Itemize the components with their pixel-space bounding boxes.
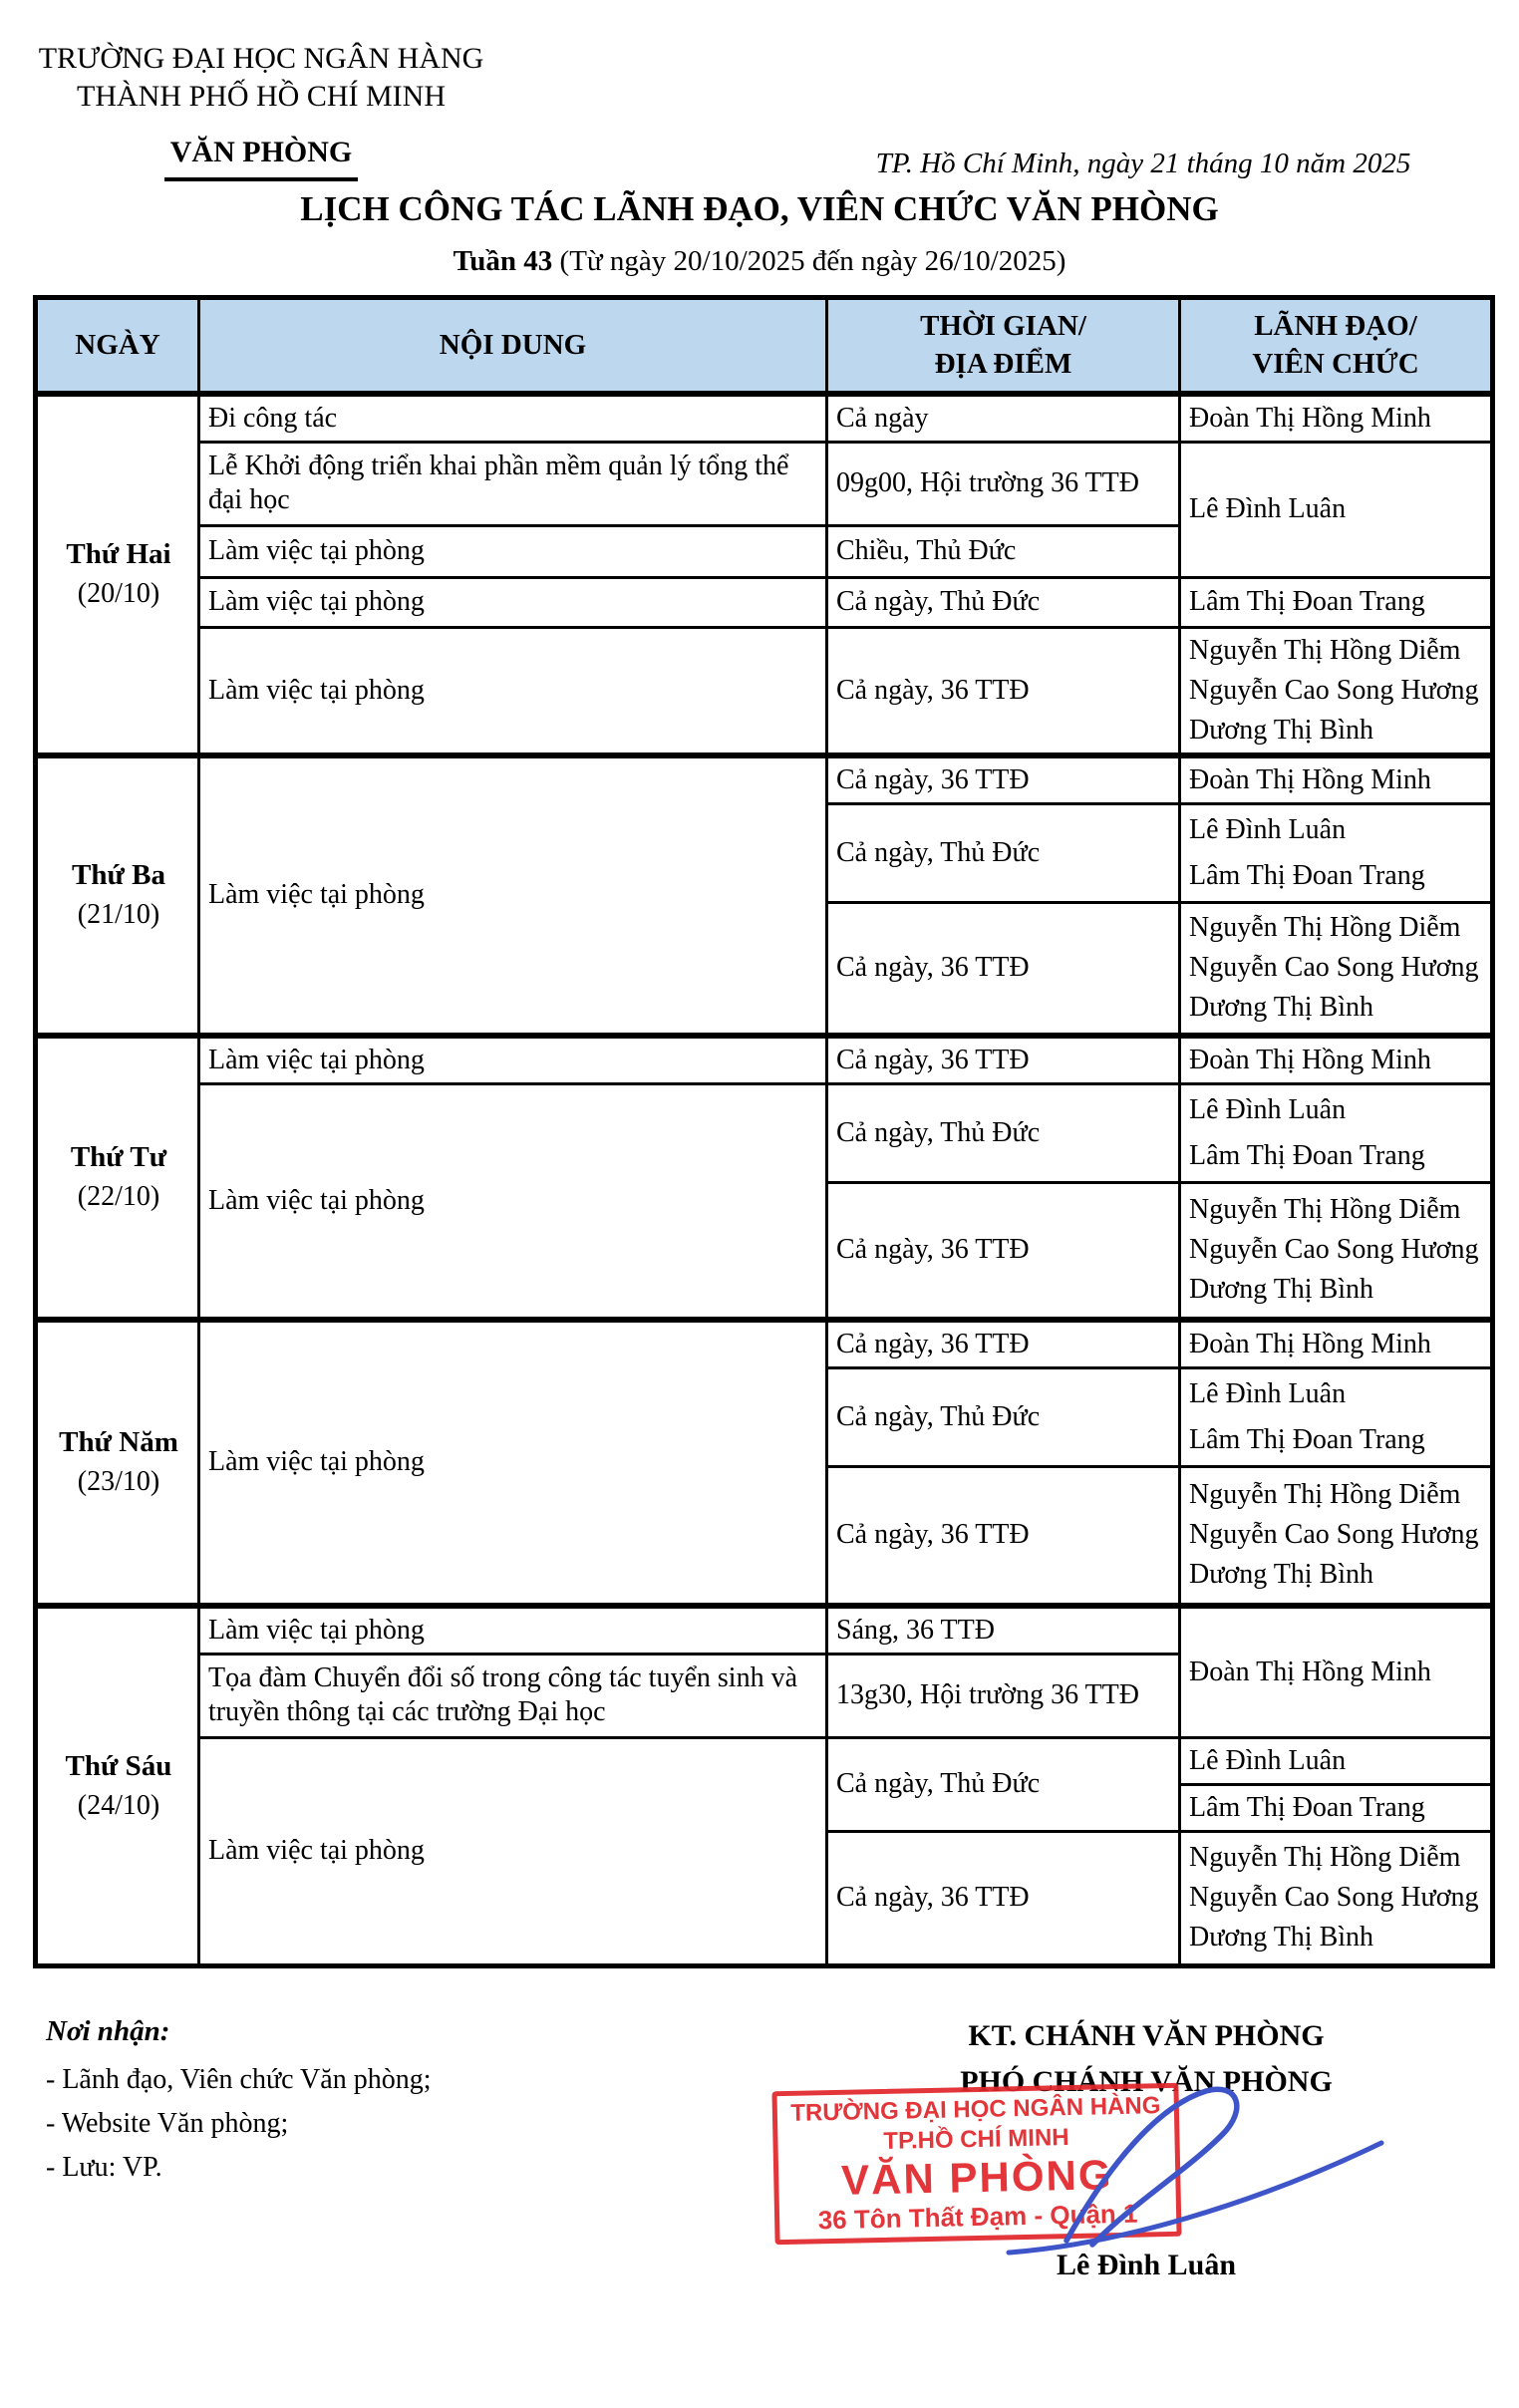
day-label-line: (22/10) — [77, 1181, 160, 1213]
cell-line: Đoàn Thị Hồng Minh — [1189, 402, 1431, 434]
document-title: LỊCH CÔNG TÁC LÃNH ĐẠO, VIÊN CHỨC VĂN PHÒNG — [300, 189, 1219, 228]
cell-line: Nguyễn Thị Hồng Diễm — [1189, 1479, 1461, 1511]
schedule-row — [36, 1084, 1493, 1183]
column-header-line: THỜI GIAN/ — [920, 310, 1086, 343]
schedule-row — [36, 1036, 1493, 1084]
content-cell: Làm việc tại phòng — [199, 577, 827, 627]
people-cell — [1180, 902, 1493, 1036]
cell-line: Lâm Thị Đoan Trang — [1189, 1140, 1425, 1171]
day-label-line: Thứ Tư — [70, 1141, 167, 1174]
time-cell: Cả ngày, Thủ Đức — [827, 803, 1180, 902]
time-cell: Cả ngày, 36 TTĐ — [827, 627, 1180, 755]
content-cell: Làm việc tại phòng — [199, 1084, 827, 1320]
stamp-line1: TRƯỜNG ĐẠI HỌC NGÂN HÀNG — [790, 2092, 1161, 2127]
signature-title-1: KT. CHÁNH VĂN PHÒNG — [968, 2019, 1325, 2052]
org-name-line1: TRƯỜNG ĐẠI HỌC NGÂN HÀNG — [38, 42, 484, 75]
week-range: (Từ ngày 20/10/2025 đến ngày 26/10/2025) — [552, 245, 1066, 277]
schedule-row — [36, 1606, 1493, 1654]
stamp-line3: VĂN PHÒNG — [840, 2151, 1113, 2204]
people-cell — [1180, 1183, 1493, 1320]
content-cell: Làm việc tại phòng — [199, 1036, 827, 1084]
column-header — [1180, 298, 1493, 394]
date-line: TP. Hồ Chí Minh, ngày 21 tháng 10 năm 2025 — [875, 148, 1411, 179]
day-cell — [36, 1036, 199, 1320]
content-cell: Làm việc tại phòng — [199, 1606, 827, 1654]
schedule-row — [36, 1737, 1493, 1784]
time-cell: Cả ngày — [827, 394, 1180, 443]
column-header — [199, 298, 827, 394]
content-cell: Tọa đàm Chuyển đổi số trong công tác tuyển sinh và truyền thông tại các trường Đại học — [199, 1654, 827, 1737]
time-cell: Cả ngày, 36 TTĐ — [827, 1036, 1180, 1084]
cell-line: Nguyễn Cao Song Hương — [1189, 1519, 1479, 1551]
time-cell: Cả ngày, Thủ Đức — [827, 577, 1180, 627]
column-header — [36, 298, 199, 394]
time-cell: Cả ngày, 36 TTĐ — [827, 1831, 1180, 1965]
cell-line: Đoàn Thị Hồng Minh — [1189, 1656, 1431, 1687]
people-cell — [1180, 577, 1493, 627]
cell-line: Lê Đình Luân — [1189, 1094, 1347, 1125]
column-header-line: ĐỊA ĐIỂM — [934, 348, 1072, 381]
people-cell — [1180, 1831, 1493, 1965]
people-cell — [1180, 1036, 1493, 1084]
day-cell — [36, 1320, 199, 1607]
cell-line: Nguyễn Cao Song Hương — [1189, 1234, 1479, 1266]
cell-line: Dương Thị Bình — [1189, 714, 1374, 746]
people-cell — [1180, 1466, 1493, 1606]
cell-line: Lâm Thị Đoan Trang — [1189, 1423, 1425, 1455]
people-cell — [1180, 755, 1493, 804]
people-cell — [1180, 394, 1493, 443]
time-cell: 09g00, Hội trường 36 TTĐ — [827, 442, 1180, 525]
cell-line: Lê Đình Luân — [1189, 813, 1347, 845]
column-header-line: VIÊN CHỨC — [1252, 348, 1419, 381]
time-cell: Cả ngày, 36 TTĐ — [827, 1320, 1180, 1368]
cell-line: Lê Đình Luân — [1189, 493, 1347, 524]
content-cell: Làm việc tại phòng — [199, 627, 827, 755]
cell-line: Dương Thị Bình — [1189, 1922, 1374, 1953]
org-name-line2: THÀNH PHỐ HỒ CHÍ MINH — [77, 80, 446, 113]
org-office-label: VĂN PHÒNG — [164, 134, 359, 181]
signature-stroke-loop — [1066, 2089, 1237, 2245]
recipient-item: - Lưu: VP. — [46, 2152, 162, 2183]
time-cell: Cả ngày, 36 TTĐ — [827, 902, 1180, 1036]
day-label-line: Thứ Ba — [72, 859, 165, 892]
stamp-line2: TP.HỒ CHÍ MINH — [883, 2124, 1069, 2155]
content-cell: Làm việc tại phòng — [199, 1737, 827, 1965]
day-cell — [36, 1606, 199, 1965]
content-cell: Đi công tác — [199, 394, 827, 443]
cell-line: Nguyễn Cao Song Hương — [1189, 674, 1479, 706]
cell-line: Nguyễn Thị Hồng Diễm — [1189, 634, 1461, 666]
day-label-line: Thứ Sáu — [65, 1749, 172, 1782]
content-cell: Làm việc tại phòng — [199, 755, 827, 1037]
people-cell — [1180, 1737, 1493, 1784]
schedule-table-body — [36, 394, 1493, 1966]
document-subtitle — [0, 245, 1519, 278]
cell-line: Nguyễn Cao Song Hương — [1189, 1882, 1479, 1913]
cell-line: Lâm Thị Đoan Trang — [1189, 586, 1425, 617]
people-cell — [1180, 1084, 1493, 1183]
time-cell: Cả ngày, 36 TTĐ — [827, 755, 1180, 804]
people-cell — [1180, 1367, 1493, 1466]
column-header — [827, 298, 1180, 394]
recipients-block — [46, 2015, 664, 2190]
cell-line: Đoàn Thị Hồng Minh — [1189, 763, 1431, 795]
day-cell — [36, 755, 199, 1037]
week-number: Tuần 43 — [453, 245, 553, 277]
column-header-line: NGÀY — [75, 329, 160, 362]
recipient-item: - Lãnh đạo, Viên chức Văn phòng; — [46, 2064, 432, 2095]
org-block — [30, 40, 492, 181]
time-cell: Cả ngày, Thủ Đức — [827, 1367, 1180, 1466]
people-cell — [1180, 442, 1493, 577]
people-cell — [1180, 803, 1493, 902]
content-cell: Lễ Khởi động triển khai phần mềm quản lý tổng thể đại học — [199, 442, 827, 525]
column-header-line: NỘI DUNG — [439, 329, 587, 362]
handwritten-signature — [997, 2069, 1395, 2260]
cell-line: Đoàn Thị Hồng Minh — [1189, 1045, 1431, 1075]
cell-line: Dương Thị Bình — [1189, 992, 1374, 1024]
cell-line: Dương Thị Bình — [1189, 1559, 1374, 1591]
people-cell — [1180, 627, 1493, 755]
schedule-row — [36, 577, 1493, 627]
cell-line: Dương Thị Bình — [1189, 1274, 1374, 1306]
schedule-row — [36, 442, 1493, 525]
day-cell — [36, 394, 199, 755]
signature-title-2: PHÓ CHÁNH VĂN PHÒNG — [960, 2065, 1333, 2098]
cell-line: Lâm Thị Đoan Trang — [1189, 1791, 1425, 1823]
day-label-line: (21/10) — [77, 899, 160, 931]
time-cell: Sáng, 36 TTĐ — [827, 1606, 1180, 1654]
content-cell: Làm việc tại phòng — [199, 1320, 827, 1607]
schedule-row — [36, 394, 1493, 443]
day-label-line: Thứ Hai — [66, 538, 171, 570]
header-row — [36, 298, 1493, 394]
cell-line: Lê Đình Luân — [1189, 1377, 1347, 1409]
schedule-row — [36, 627, 1493, 755]
cell-line: Nguyễn Thị Hồng Diễm — [1189, 1194, 1461, 1226]
day-label-line: (24/10) — [77, 1789, 160, 1821]
time-cell: Cả ngày, 36 TTĐ — [827, 1183, 1180, 1320]
column-header-line: LÃNH ĐẠO/ — [1254, 310, 1417, 343]
time-cell: Cả ngày, Thủ Đức — [827, 1084, 1180, 1183]
org-office-wrap — [30, 116, 492, 181]
signer-name: Lê Đình Luân — [1056, 2249, 1237, 2281]
people-cell — [1180, 1784, 1493, 1831]
content-cell: Làm việc tại phòng — [199, 525, 827, 577]
day-label-line: (23/10) — [77, 1466, 160, 1498]
schedule-table — [33, 295, 1495, 1968]
cell-line: Nguyễn Thị Hồng Diễm — [1189, 1842, 1461, 1873]
schedule-table-head — [36, 298, 1493, 394]
cell-line: Đoàn Thị Hồng Minh — [1189, 1328, 1431, 1359]
cell-line: Nguyễn Cao Song Hương — [1189, 952, 1479, 984]
day-label-line: (20/10) — [77, 578, 160, 609]
cell-line: Nguyễn Thị Hồng Diễm — [1189, 912, 1461, 944]
time-cell: 13g30, Hội trường 36 TTĐ — [827, 1654, 1180, 1737]
time-cell: Cả ngày, Thủ Đức — [827, 1737, 1180, 1831]
day-label-line: Thứ Năm — [59, 1426, 178, 1459]
people-cell — [1180, 1606, 1493, 1737]
cell-line: Lâm Thị Đoan Trang — [1189, 859, 1425, 891]
cell-line: Lê Đình Luân — [1189, 1744, 1347, 1776]
schedule-row — [36, 755, 1493, 804]
recipient-item: - Website Văn phòng; — [46, 2108, 289, 2139]
time-cell: Cả ngày, 36 TTĐ — [827, 1466, 1180, 1606]
schedule-row — [36, 1320, 1493, 1368]
stamp-line4: 36 Tôn Thất Đạm - Quận 1 — [817, 2198, 1138, 2236]
time-cell: Chiều, Thủ Đức — [827, 525, 1180, 577]
people-cell — [1180, 1320, 1493, 1368]
recipients-label: Nơi nhận: — [46, 2015, 170, 2047]
